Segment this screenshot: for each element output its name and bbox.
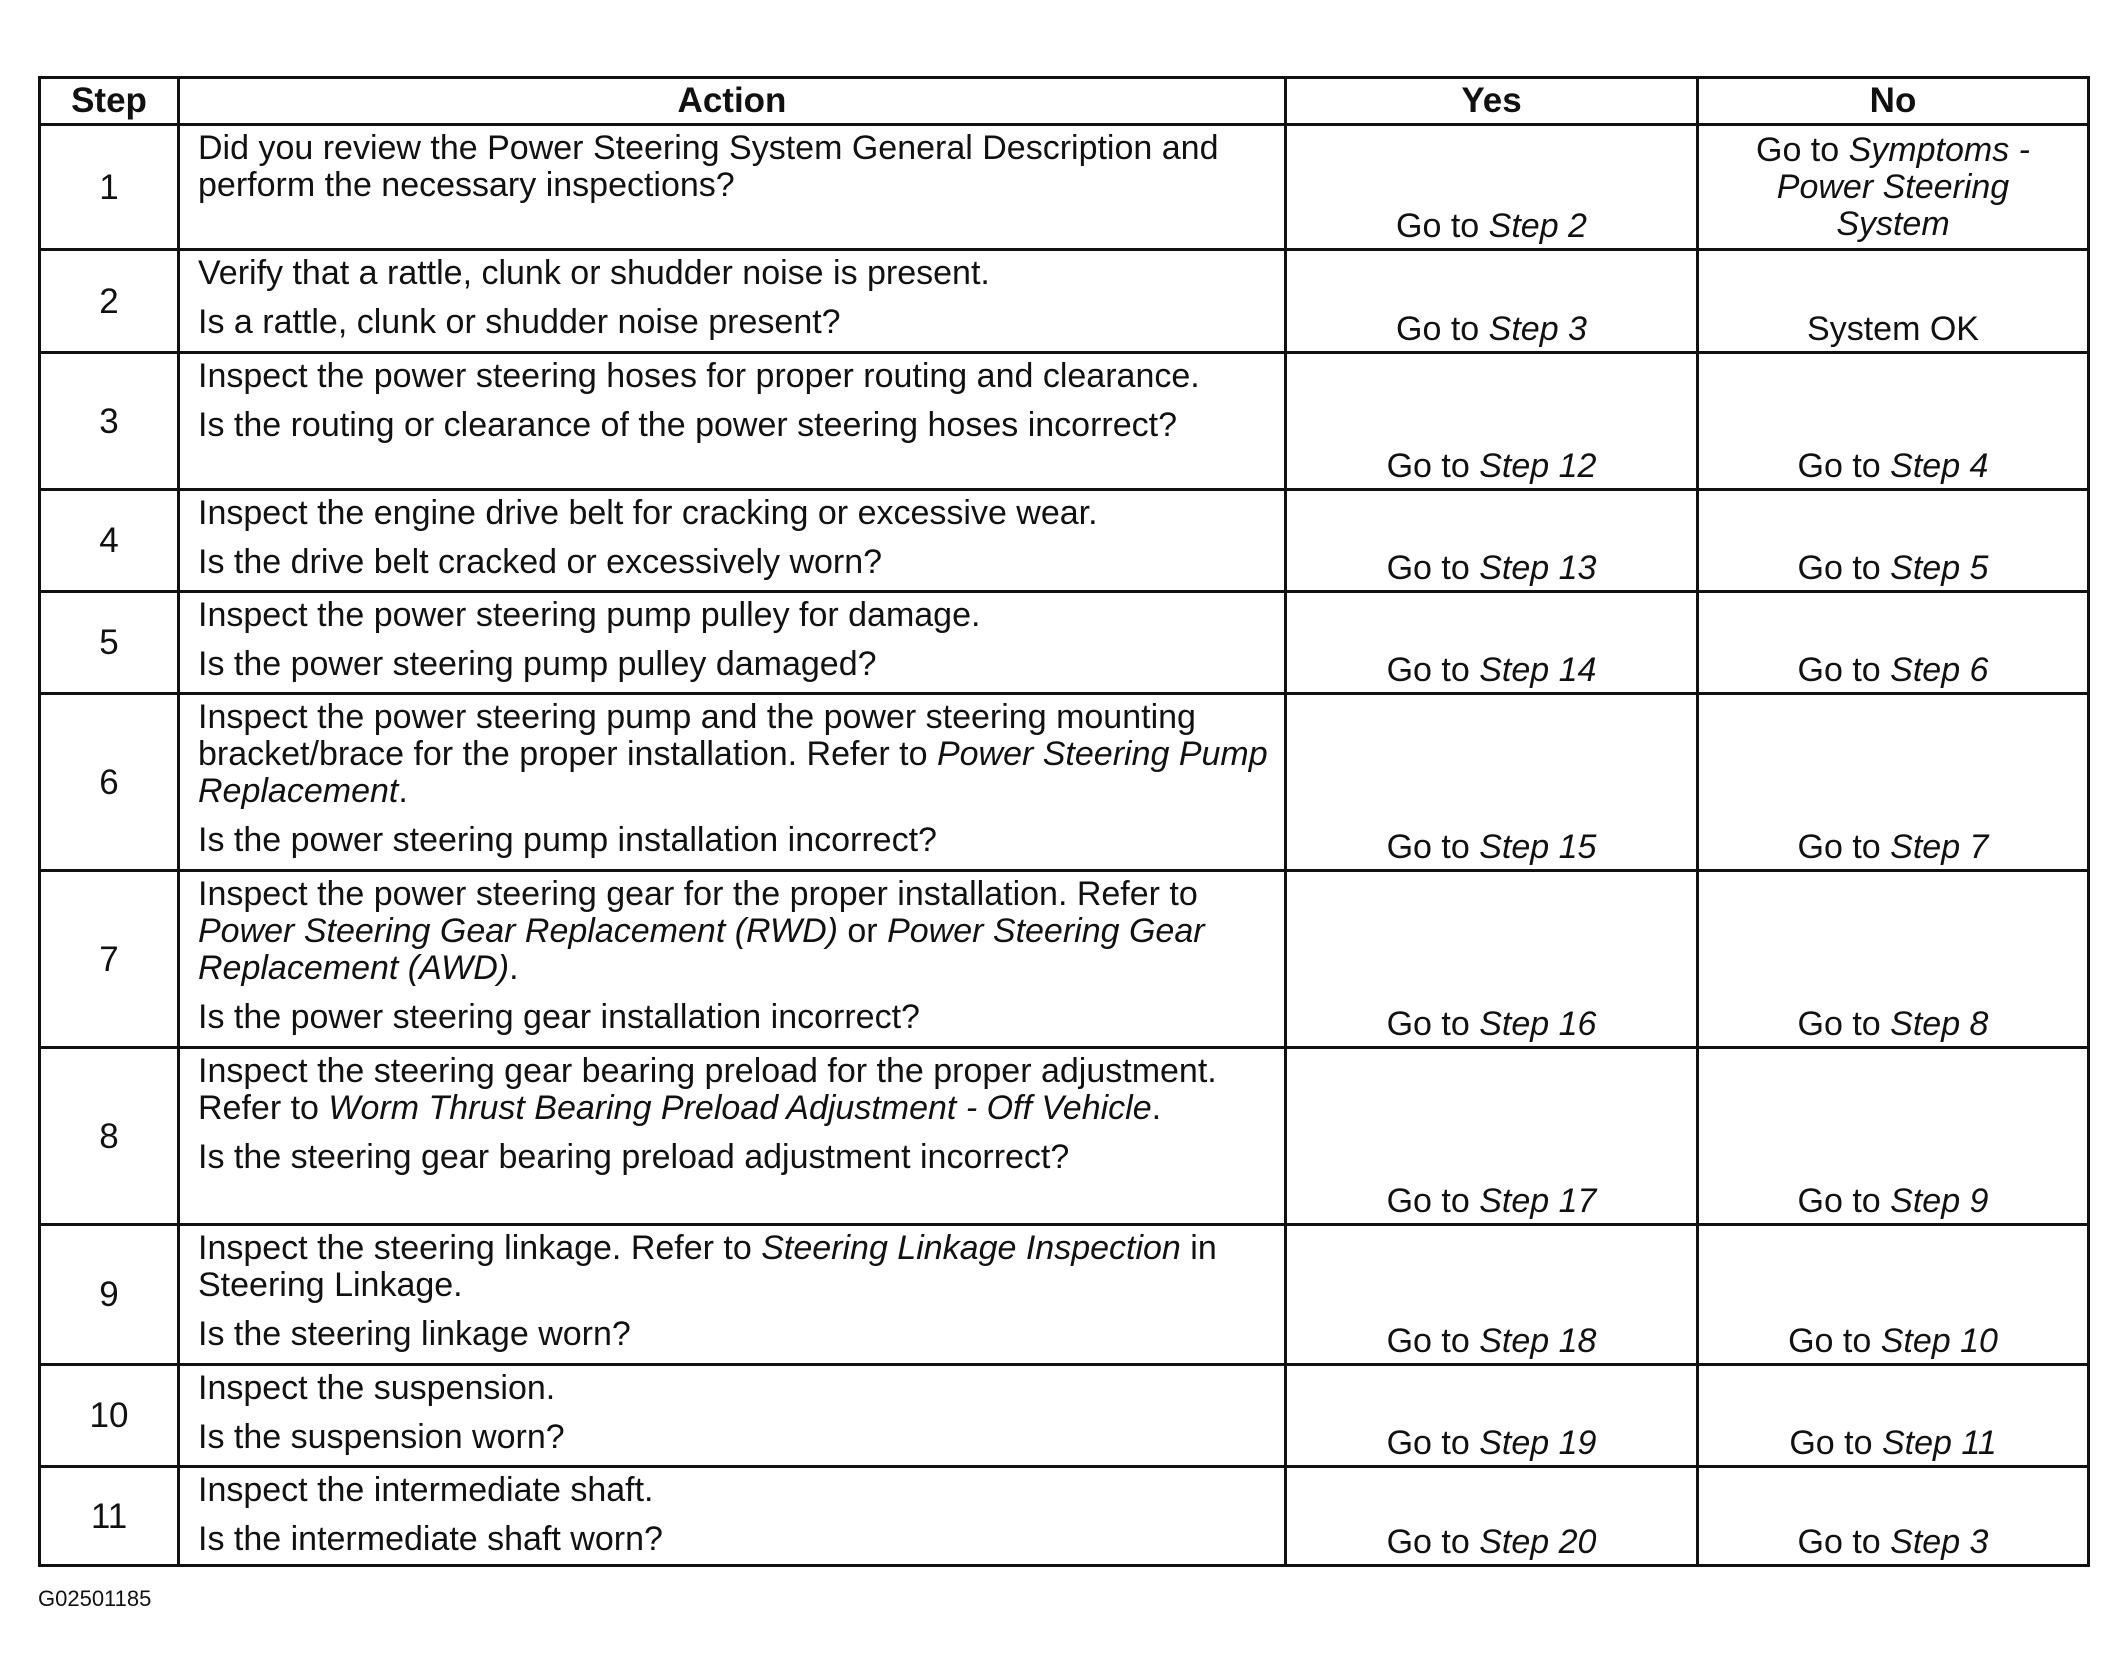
no-cell [1698,490,2089,592]
question-text: Is the drive belt cracked or excessively worn? [198,543,883,581]
goto-target: Step 6 [1890,651,1989,689]
action-instruction [198,1370,1272,1407]
goto-label: Go to [1386,1182,1470,1220]
goto-target: Step 20 [1479,1523,1597,1561]
goto-label: Go to [1386,447,1470,485]
goto-label: Go to [1788,1322,1872,1360]
table-row [40,125,2089,250]
goto-target: Step 4 [1890,447,1989,485]
goto-label: Go to [1756,131,1840,169]
goto-target: Step 9 [1890,1182,1989,1220]
goto-target: Step 17 [1479,1182,1597,1220]
question-text: Is the intermediate shaft worn? [198,1520,663,1558]
question-text: Is a rattle, clunk or shudder noise present? [198,303,841,341]
reference-link-text: Power Steering Pump Replacement [198,735,1268,810]
goto-label: Go to [1797,549,1881,587]
action-text: Inspect the power steering pump and the power steering mounting bracket/brace for the proper installation. Refer to [198,698,1196,773]
goto-target: Step 11 [1881,1424,1997,1462]
action-instruction [198,1053,1272,1127]
table-header-row [40,78,2089,125]
goto-target: System [1836,205,1950,243]
no-cell [1698,125,2089,250]
action-instruction [198,1472,1272,1509]
goto-target: Step 3 [1890,1523,1989,1561]
table-row [40,1225,2089,1365]
goto-target: Step 18 [1479,1322,1597,1360]
goto-target: Step 19 [1479,1424,1597,1462]
step-number: 10 [40,1365,179,1467]
table-row [40,490,2089,592]
action-text: Inspect the suspension. [198,1369,556,1407]
goto-label: Go to [1386,1424,1470,1462]
goto-target: Step 14 [1479,651,1597,689]
header-step: Step [40,78,179,125]
yes-cell [1286,592,1698,694]
header-action: Action [179,78,1286,125]
action-text: Inspect the power steering pump pulley for damage. [198,596,981,634]
goto-target: Step 5 [1890,549,1989,587]
table-body [40,125,2089,1566]
reference-link-text: Steering Linkage Inspection [761,1229,1181,1267]
no-cell [1698,592,2089,694]
goto-label: Go to [1396,207,1480,245]
action-question [198,822,1272,859]
goto-target: Symptoms - [1848,131,2030,169]
action-text: Inspect the steering linkage. Refer to [198,1229,762,1267]
yes-cell [1286,1467,1698,1566]
yes-cell [1286,1365,1698,1467]
goto-target: Step 15 [1479,828,1597,866]
action-question [198,1521,1272,1558]
question-text: Is the steering linkage worn? [198,1315,631,1353]
goto-target: Step 10 [1880,1322,1998,1360]
goto-label: Go to [1797,1182,1881,1220]
action-instruction [198,699,1272,810]
goto-target: Power Steering [1776,168,2010,206]
action-text: . [509,949,519,987]
action-cell [179,1225,1286,1365]
action-question [198,304,1272,341]
diagnostic-table [38,76,2090,1567]
action-instruction [198,597,1272,634]
reference-link-text: Power Steering Gear Replacement (AWD) [198,912,1205,987]
yes-cell [1286,125,1698,250]
step-number: 2 [40,250,179,353]
action-cell [179,490,1286,592]
action-cell [179,250,1286,353]
question-text: Is the power steering pump pulley damaged? [198,645,877,683]
goto-label: Go to [1386,1523,1470,1561]
reference-link-text: Power Steering Gear Replacement (RWD) [198,912,838,950]
action-question [198,1316,1272,1353]
no-cell [1698,694,2089,871]
action-text: or [837,912,888,950]
yes-cell [1286,250,1698,353]
goto-target: Step 8 [1890,1005,1989,1043]
goto-label: Go to [1789,1424,1873,1462]
table-row [40,250,2089,353]
reference-link-text: Worm Thrust Bearing Preload Adjustment - Off Vehicle [328,1089,1152,1127]
action-text: Did you review the Power Steering System General Description and perform the necessary inspections? [198,129,1219,204]
question-text: Is the suspension worn? [198,1418,565,1456]
no-cell [1698,1467,2089,1566]
step-number: 4 [40,490,179,592]
header-no: No [1698,78,2089,125]
action-text: . [1151,1089,1162,1127]
no-cell [1698,1225,2089,1365]
no-cell [1698,1048,2089,1225]
table-row [40,694,2089,871]
question-text: Is the power steering pump installation incorrect? [198,821,937,859]
goto-label: Go to [1797,1523,1881,1561]
step-number: 11 [40,1467,179,1566]
action-question [198,544,1272,581]
action-cell [179,1048,1286,1225]
action-instruction [198,358,1272,395]
goto-label: Go to [1386,1322,1470,1360]
table-row [40,871,2089,1048]
goto-label: Go to [1797,1005,1881,1043]
no-cell [1698,871,2089,1048]
action-instruction [198,255,1272,292]
action-instruction [198,130,1272,204]
action-instruction [198,495,1272,532]
action-text: Inspect the engine drive belt for cracking or excessive wear. [198,494,1098,532]
goto-label: Go to [1386,828,1470,866]
action-cell [179,592,1286,694]
goto-label: Go to [1797,447,1881,485]
step-number: 1 [40,125,179,250]
goto-target: Step 13 [1479,549,1597,587]
goto-label: Go to [1797,828,1881,866]
yes-cell [1286,871,1698,1048]
action-instruction [198,1230,1272,1304]
action-cell [179,1467,1286,1566]
action-text: Inspect the power steering gear for the proper installation. Refer to [198,875,1198,913]
action-text: . [398,772,408,810]
goto-target: Step 12 [1479,447,1597,485]
goto-label: Go to [1386,651,1470,689]
no-cell [1698,250,2089,353]
question-text: Is the power steering gear installation incorrect? [198,998,920,1036]
action-question [198,1419,1272,1456]
goto-target: Step 3 [1488,310,1587,348]
goto-target: Step 2 [1488,207,1587,245]
step-number: 6 [40,694,179,871]
goto-target: Step 7 [1890,828,1989,866]
action-text: Inspect the steering gear bearing preload for the proper adjustment. Refer to [198,1052,1217,1127]
action-cell [179,694,1286,871]
no-cell [1698,353,2089,490]
step-number: 3 [40,353,179,490]
action-cell [179,125,1286,250]
action-cell [179,353,1286,490]
goto-label: Go to [1386,1005,1470,1043]
action-text: Verify that a rattle, clunk or shudder noise is present. [198,254,990,292]
no-cell [1698,1365,2089,1467]
action-cell [179,1365,1286,1467]
goto-label: Go to [1396,310,1480,348]
yes-cell [1286,490,1698,592]
table-row [40,1048,2089,1225]
question-text: Is the steering gear bearing preload adjustment incorrect? [198,1138,1070,1176]
action-question [198,999,1272,1036]
table-row [40,1365,2089,1467]
action-question [198,407,1272,444]
goto-label: Go to [1386,549,1470,587]
figure-id-label: G02501185 [38,1586,152,1611]
question-text: Is the routing or clearance of the power steering hoses incorrect? [198,406,1177,444]
yes-cell [1286,353,1698,490]
step-number: 9 [40,1225,179,1365]
header-yes: Yes [1286,78,1698,125]
yes-cell [1286,1048,1698,1225]
action-text: Inspect the power steering hoses for proper routing and clearance. [198,357,1200,395]
table-row [40,353,2089,490]
step-number: 7 [40,871,179,1048]
table-row [40,1467,2089,1566]
step-number: 5 [40,592,179,694]
yes-cell [1286,694,1698,871]
action-cell [179,871,1286,1048]
action-instruction [198,876,1272,987]
goto-target: Step 16 [1479,1005,1597,1043]
step-number: 8 [40,1048,179,1225]
action-text: in Steering Linkage. [198,1229,1217,1304]
goto-label: Go to [1797,651,1881,689]
action-question [198,1139,1272,1176]
table-row [40,592,2089,694]
action-text: Inspect the intermediate shaft. [198,1471,654,1509]
yes-cell [1286,1225,1698,1365]
action-question [198,646,1272,683]
result-text: System OK [1807,310,1979,348]
